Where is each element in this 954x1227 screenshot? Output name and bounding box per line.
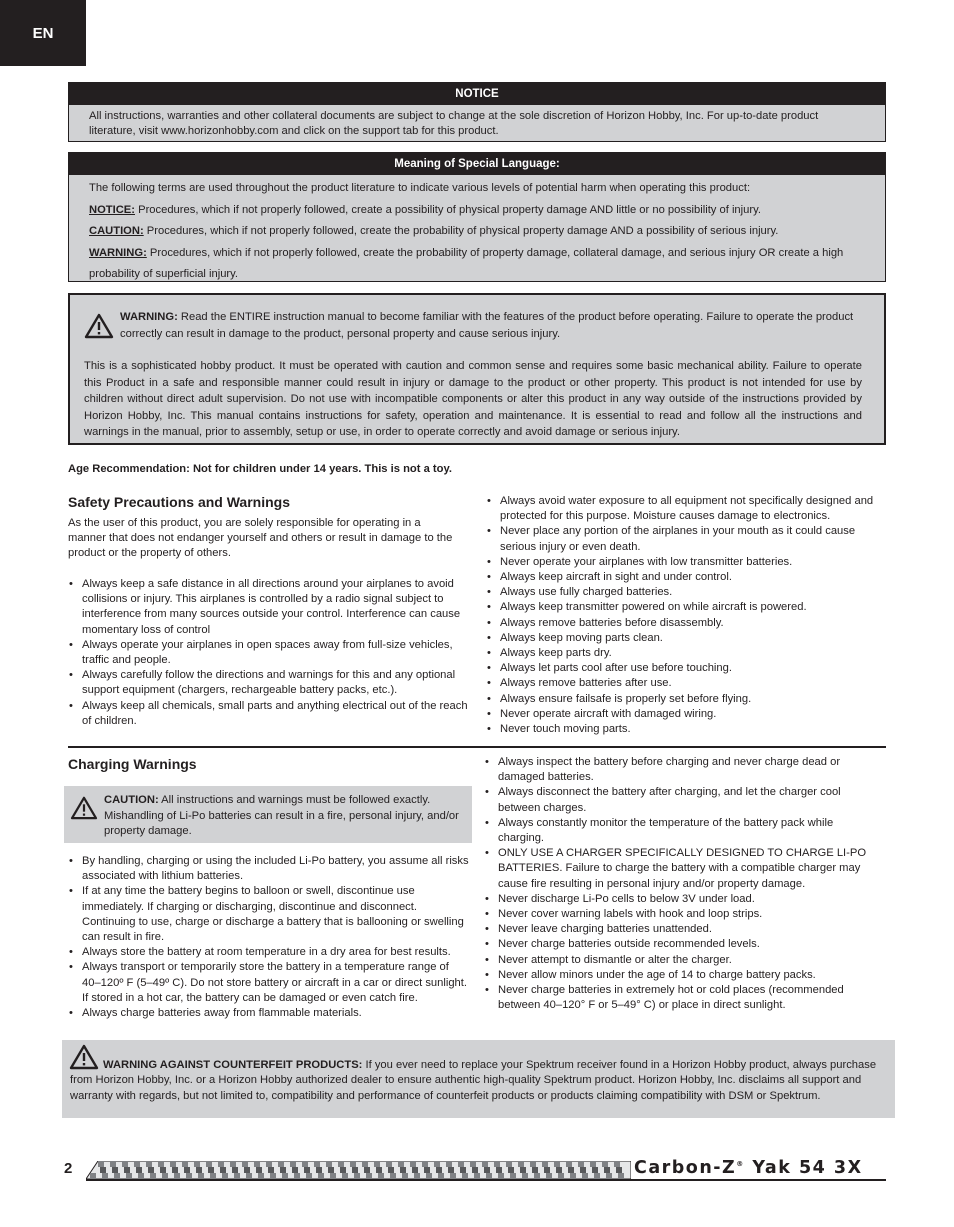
notice-term: NOTICE: xyxy=(89,203,135,216)
caution-message: All instructions and warnings must be followed exactly. Mishandling of Li-Po batteries can result in a fire, personal injury, and/or property damage. xyxy=(104,794,459,837)
caution-triangle-icon xyxy=(70,796,98,825)
page-number: 2 xyxy=(64,1160,73,1177)
registered-mark: ® xyxy=(736,1160,745,1169)
list-item: • Always remove batteries after use. xyxy=(486,676,888,691)
safety-left-list xyxy=(68,577,470,729)
safety-intro: As the user of this product, you are solely responsible for operating in a manner that does not endanger yourself and others or result in damage to the product or the property of others. xyxy=(68,517,453,560)
footer-rule xyxy=(86,1179,886,1181)
list-item: • Never discharge Li-Po cells to below 3V under load. xyxy=(484,892,878,907)
list-item: • Always ensure failsafe is properly set before flying. xyxy=(486,692,888,707)
list-item: • Always keep all chemicals, small parts and anything electrical out of the reach of children. xyxy=(68,699,470,729)
list-item: • Always operate your airplanes in open spaces away from full-size vehicles, traffic and people. xyxy=(68,638,470,668)
list-item: • Always store the battery at room temperature in a dry area for best results. xyxy=(68,945,470,960)
list-item: • Never operate aircraft with damaged wiring. xyxy=(486,707,888,722)
charging-right-list xyxy=(484,755,878,1013)
warning-box xyxy=(68,293,886,445)
warning-text xyxy=(116,309,862,344)
age-recommendation: Age Recommendation: Not for children under 14 years. This is not a toy. xyxy=(68,463,452,475)
list-item: • Always keep moving parts clean. xyxy=(486,631,888,646)
list-item: • Always disconnect the battery after charging, and let the charger cool between charges. xyxy=(484,785,878,815)
warning-term: WARNING: xyxy=(89,246,147,259)
list-item: • ONLY USE A CHARGER SPECIFICALLY DESIGNED TO CHARGE LI-PO BATTERIES. Failure to charge the battery with a compatible charger may cause fire resulting in personal injury and/or property damage. xyxy=(484,846,878,892)
caution-box xyxy=(64,786,472,843)
special-language-box xyxy=(68,152,886,282)
safety-right-list xyxy=(486,494,888,737)
model-name: Yak 54 3X xyxy=(744,1158,863,1178)
special-language-title: Meaning of Special Language: xyxy=(69,153,885,175)
list-item: • Always keep transmitter powered on while aircraft is powered. xyxy=(486,600,888,615)
notice-title: NOTICE xyxy=(69,83,885,105)
safety-heading: Safety Precautions and Warnings xyxy=(68,494,290,510)
list-item: • Never touch moving parts. xyxy=(486,722,888,737)
warning-paragraph: This is a sophisticated hobby product. It must be operated with caution and common sense and requires some basic mechanical ability. Failure to operate this Product in a safe and responsible manner could result in injury or damage to the product or other property. This product is not intended for use by children without direct adult supervision. Do not use with incompatible components or alter this product in any way outside of the instructions provided by Horizon Hobby, Inc. This manual contains instructions for safety, operation and maintenance. It is essential to read and follow all the instructions and warnings in the manual, prior to assembly, setup or use, in order to operate correctly and avoid damage or serious injury. xyxy=(84,360,862,438)
list-item: • Always transport or temporarily store the battery in a temperature range of 40–120º F (5–49º C). Do not store battery or aircraft in a car or direct sunlight. If stored in a hot car, the battery can be damaged or even catch fire. xyxy=(68,960,470,1006)
list-item: • Always remove batteries before disassembly. xyxy=(486,616,888,631)
charging-left-list xyxy=(68,854,470,1021)
product-brand xyxy=(634,1158,863,1178)
list-item: • Always keep parts dry. xyxy=(486,646,888,661)
special-language-intro: The following terms are used throughout the product literature to indicate various levels of potential harm when operating this product: xyxy=(89,182,751,194)
warning-message: Read the ENTIRE instruction manual to become familiar with the features of the product before operating. Failure to operate the product correctly can result in damage to the product, personal property and cause serious injury. xyxy=(120,311,854,340)
section-divider xyxy=(68,746,886,748)
list-item: • Never cover warning labels with hook and loop strips. xyxy=(484,907,878,922)
list-item: • Never allow minors under the age of 14 to charge battery packs. xyxy=(484,968,878,983)
caution-label: CAUTION: xyxy=(104,794,159,806)
list-item: • By handling, charging or using the included Li-Po battery, you assume all risks associated with lithium batteries. xyxy=(68,854,470,884)
warning-triangle-icon xyxy=(84,309,116,344)
charging-heading: Charging Warnings xyxy=(68,756,197,772)
warning-label: WARNING: xyxy=(120,311,178,323)
caution-definition xyxy=(89,221,865,243)
list-item: • Always charge batteries away from flammable materials. xyxy=(68,1006,470,1021)
notice-definition-text: Procedures, which if not properly followed, create a possibility of physical property damage AND little or no possibility of injury. xyxy=(135,203,761,216)
warning-row xyxy=(84,309,862,344)
counterfeit-text xyxy=(70,1058,877,1104)
counterfeit-message: If you ever need to replace your Spektrum receiver found in a Horizon Hobby product, always purchase from Horizon Hobby, Inc. or a Horizon Hobby authorized dealer to ensure authentic high-quality Spektrum product. Horizon Hobby, Inc. disclaims all support and warranty with regards, but not limited to, compatibility and performance of counterfeit products or products claiming compatibility with DSM or Spektrum. xyxy=(70,1059,877,1102)
notice-text: All instructions, warranties and other collateral documents are subject to change at the sole discretion of Horizon Hobby, Inc. For up-to-date product literature, visit www.horizonhobby.com and click on the support tab for this product. xyxy=(89,110,819,137)
warning-definition-text: Procedures, which if not properly followed, create the probability of property damage, collateral damage, and serious injury OR create a high probability of superficial injury. xyxy=(89,246,844,280)
caution-definition-text: Procedures, which if not properly followed, create the probability of physical property damage AND a possibility of serious injury. xyxy=(143,225,779,237)
language-tab: EN xyxy=(0,0,86,66)
counterfeit-warning-box xyxy=(62,1040,895,1118)
list-item: • Always constantly monitor the temperature of the battery pack while charging. xyxy=(484,816,878,846)
warning-definition xyxy=(89,243,865,286)
list-item: • Always avoid water exposure to all equipment not specifically designed and protected for this purpose. Moisture causes damage to electronics. xyxy=(486,494,888,524)
list-item: • Never operate your airplanes with low transmitter batteries. xyxy=(486,555,888,570)
list-item: • Always keep a safe distance in all directions around your airplanes to avoid collisions or injury. This airplanes is controlled by a radio signal subject to interference from many sources outside your control. Interference can cause momentary loss of control xyxy=(68,577,470,638)
list-item: • Always inspect the battery before charging and never charge dead or damaged batteries. xyxy=(484,755,878,785)
checkered-stripe xyxy=(86,1161,631,1179)
notice-box xyxy=(68,82,886,142)
list-item: • Never attempt to dismantle or alter the charger. xyxy=(484,953,878,968)
list-item: • Always keep aircraft in sight and under control. xyxy=(486,570,888,585)
caution-term: CAUTION: xyxy=(89,225,144,237)
list-item: • Always let parts cool after use before touching. xyxy=(486,661,888,676)
notice-definition xyxy=(89,200,865,222)
list-item: • Never leave charging batteries unattended. xyxy=(484,922,878,937)
list-item: • If at any time the battery begins to balloon or swell, discontinue use immediately. If charging or discharging, discontinue and disconnect. Continuing to use, charge or discharge a battery that is ballooning or swelling can result in fire. xyxy=(68,884,470,945)
special-language-body xyxy=(69,175,885,286)
list-item: • Always carefully follow the directions and warnings for this and any optional support equipment (chargers, rechargeable battery packs, etc.). xyxy=(68,668,470,698)
list-item: • Never charge batteries in extremely hot or cold places (recommended between 40–120° F or 5–49° C) or place in direct sunlight. xyxy=(484,983,878,1013)
list-item: • Never place any portion of the airplanes in your mouth as it could cause serious injury or even death. xyxy=(486,524,888,554)
brand-name: Carbon-Z xyxy=(634,1158,737,1178)
caution-text xyxy=(104,793,468,840)
counterfeit-label: WARNING AGAINST COUNTERFEIT PRODUCTS: xyxy=(103,1059,363,1071)
list-item: • Always use fully charged batteries. xyxy=(486,585,888,600)
list-item: • Never charge batteries outside recommended levels. xyxy=(484,937,878,952)
